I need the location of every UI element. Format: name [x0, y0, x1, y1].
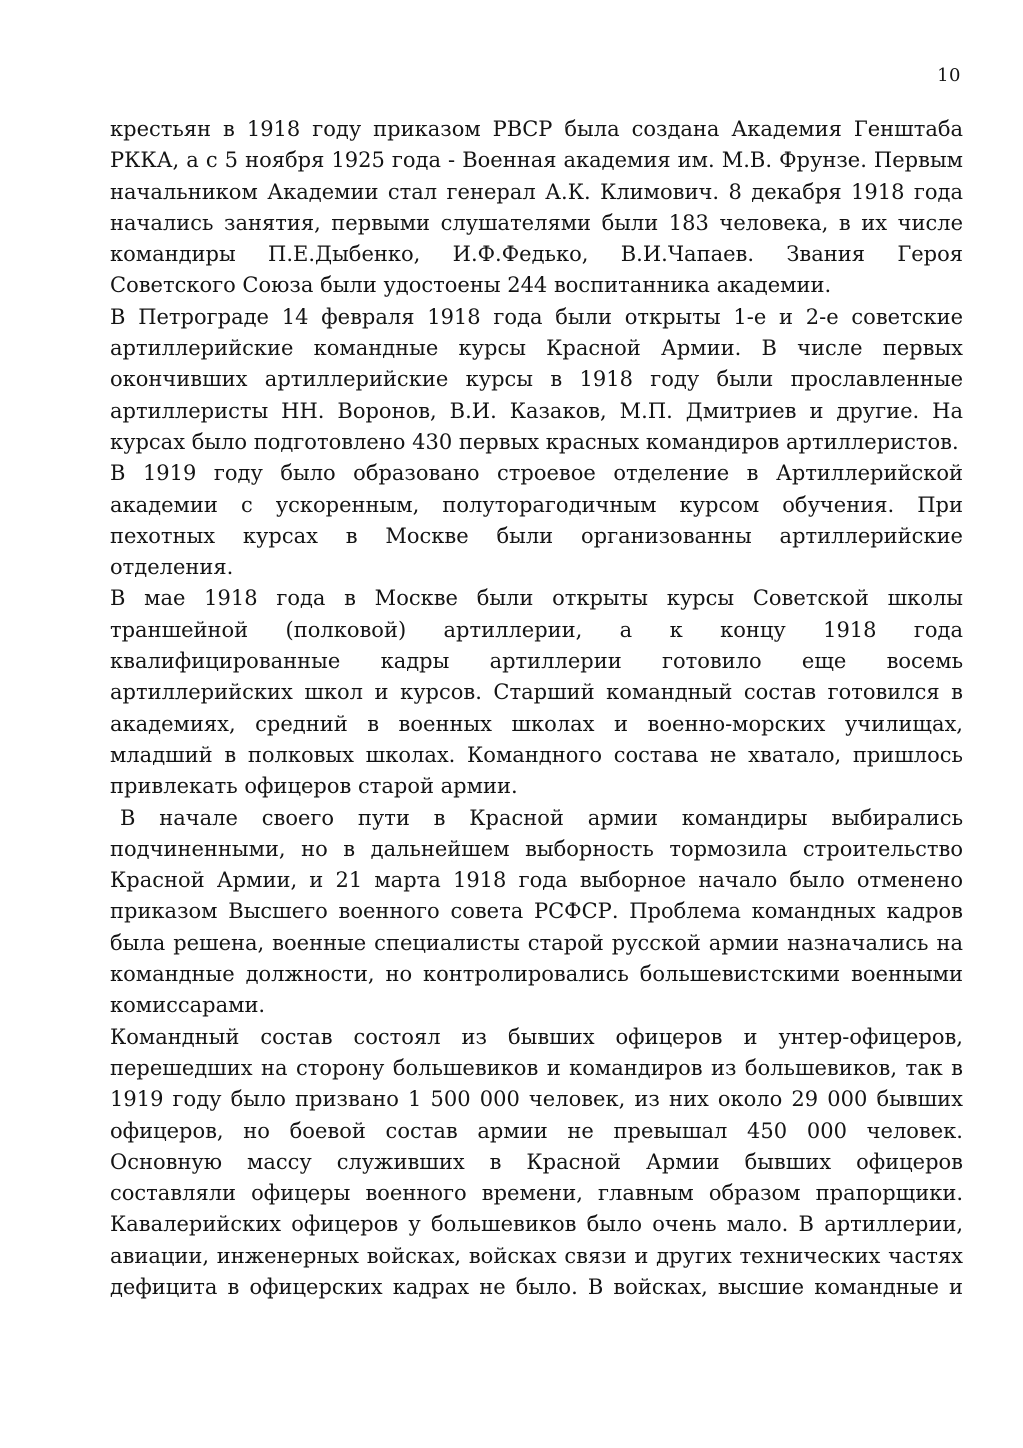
paragraph-academy-frunze: крестьян в 1918 году приказом РВСР была создана Академия Генштаба РККА, а с 5 ноября 1925 года - Военная академия им. М.В. Фрунзе. Первым начальником Академии стал генерал А.К. Климович. 8 декабря 1918 года начались занятия, первыми слушателями были 183 человека, в их числе командиры П.Е.Дыбенко, И.Ф.Федько, В.И.Чапаев. Звания Героя Советского Союза были удостоены 244 воспитанника академии. [110, 117, 963, 298]
page-number: 10 [937, 65, 961, 86]
paragraph-command-staff: Командный состав состоял из бывших офицеров и унтер-офицеров, перешедших на сторону большевиков и командиров из большевиков, так в 1919 году было призвано 1 500 000 человек, из них около 29 000 бывших офицеров, но боевой состав армии не превышал 450 000 человек. Основную массу служивших в Красной Армии бывших офицеров составляли офицеры военного времени, главным образом прапорщики. Кавалерийских офицеров у большевиков было очень мало. В артиллерии, авиации, инженерных войсках, войсках связи и других технических частях дефицита в офицерских кадрах не было. В войсках, высшие командные и [110, 1024, 963, 1299]
paragraph-artillery-academy-1919: В 1919 году было образовано строевое отделение в Артиллерийской академии с ускоренным, полуторагодичным курсом обучения. При пехотных курсах в Москве были организованны артиллерийские отделения. [110, 461, 963, 580]
body-text [110, 114, 963, 1303]
paragraph-trench-artillery-school: В мае 1918 года в Москве были открыты курсы Советской школы траншейной (полковой) артиллерии, а к концу 1918 года квалифицированные кадры артиллерии готовило еще восемь артиллерийских школ и курсов. Старший командный состав готовился в академиях, средний в военных школах и военно-морских училищах, младший в полковых школах. Командного состава не хватало, пришлось привлекать офицеров старой армии. [110, 586, 963, 799]
paragraph-artillery-courses-petrograd: В Петрограде 14 февраля 1918 года были открыты 1-е и 2-е советские артиллерийские командные курсы Красной Армии. В числе первых окончивших артиллерийские курсы в 1918 году были прославленные артиллеристы НН. Воронов, В.И. Казаков, М.П. Дмитриев и другие. На курсах было подготовлено 430 первых красных командиров артиллеристов. [110, 304, 963, 454]
paragraph-elected-commanders: В начале своего пути в Красной армии командиры выбирались подчиненными, но в дальнейшем выборность тормозила строительство Красной Армии, и 21 марта 1918 года выборное начало было отменено приказом Высшего военного совета РСФСР. Проблема командных кадров была решена, военные специалисты старой русской армии назначались на командные должности, но контролировались большевистскими военными комиссарами. [110, 805, 963, 1018]
